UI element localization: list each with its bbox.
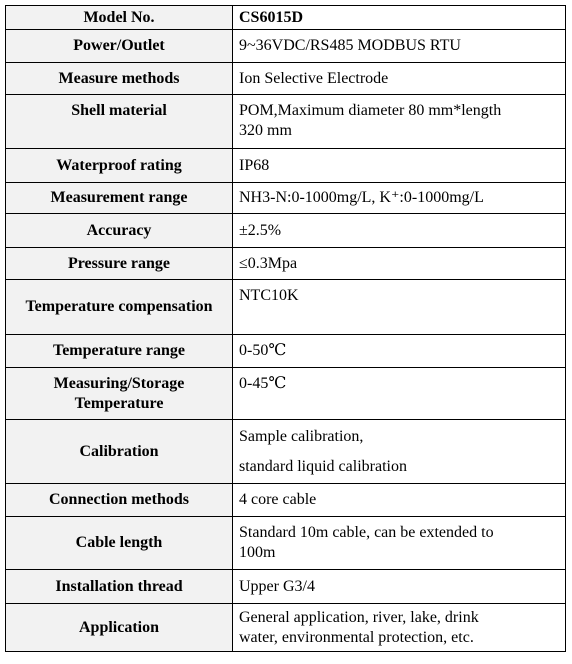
spec-value-line: 320 mm bbox=[239, 122, 292, 139]
table-row bbox=[6, 95, 566, 149]
spec-value-application bbox=[233, 604, 566, 652]
table-row bbox=[6, 604, 566, 652]
table-row bbox=[6, 214, 566, 248]
table-row bbox=[6, 420, 566, 484]
spec-label-temperature-range: Temperature range bbox=[6, 335, 233, 368]
spec-value-power: 9~36VDC/RS485 MODBUS RTU bbox=[233, 30, 566, 63]
table-row bbox=[6, 517, 566, 570]
spec-value-line: General application, river, lake, drink bbox=[239, 608, 479, 626]
spec-label-measurement-range: Measurement range bbox=[6, 183, 233, 214]
spec-value-measure-methods: Ion Selective Electrode bbox=[233, 63, 566, 95]
spec-value-temperature-range: 0-50℃ bbox=[233, 335, 566, 368]
spec-value-measuring-storage: 0-45℃ bbox=[233, 368, 566, 420]
spec-label-temperature-compensation bbox=[6, 280, 233, 335]
spec-value-line: standard liquid calibration bbox=[239, 457, 407, 475]
specifications-table bbox=[5, 5, 566, 652]
spec-value-shell-material bbox=[233, 95, 566, 149]
spec-label-application: Application bbox=[6, 604, 233, 652]
spec-label-installation-thread: Installation thread bbox=[6, 570, 233, 604]
spec-value-measurement-range: NH3-N:0-1000mg/L, K⁺:0-1000mg/L bbox=[233, 183, 566, 214]
table-row bbox=[6, 484, 566, 517]
table-row bbox=[6, 63, 566, 95]
spec-label-pressure-range: Pressure range bbox=[6, 248, 233, 280]
spec-label-line: Temperature bbox=[25, 298, 115, 315]
spec-value-cable-length bbox=[233, 517, 566, 570]
table-row bbox=[6, 6, 566, 30]
spec-value-line: 100m bbox=[239, 544, 276, 561]
spec-label-shell-material: Shell material bbox=[6, 95, 233, 149]
table-row bbox=[6, 149, 566, 183]
spec-value-installation-thread: Upper G3/4 bbox=[233, 570, 566, 604]
spec-value-line: Standard 10m cable, can be extended to bbox=[239, 524, 494, 541]
table-row bbox=[6, 335, 566, 368]
spec-value-pressure-range: ≤0.3Mpa bbox=[233, 248, 566, 280]
table-row bbox=[6, 570, 566, 604]
spec-value-model: CS6015D bbox=[233, 6, 566, 30]
spec-label-measuring-storage bbox=[6, 368, 233, 420]
spec-value-line: water, environmental protection, etc. bbox=[239, 628, 474, 646]
spec-label-line: Temperature bbox=[74, 394, 164, 412]
spec-label-power: Power/Outlet bbox=[6, 30, 233, 63]
spec-label-cable-length: Cable length bbox=[6, 517, 233, 570]
spec-value-temperature-compensation: NTC10K bbox=[233, 280, 566, 335]
table-row bbox=[6, 368, 566, 420]
spec-label-line: compensation bbox=[118, 298, 213, 315]
spec-label-accuracy: Accuracy bbox=[6, 214, 233, 248]
spec-value-calibration bbox=[233, 420, 566, 484]
spec-value-line: Sample calibration, bbox=[239, 427, 364, 445]
spec-label-line: Measuring/Storage bbox=[53, 374, 185, 392]
table-row bbox=[6, 183, 566, 214]
table-row bbox=[6, 30, 566, 63]
spec-label-waterproof: Waterproof rating bbox=[6, 149, 233, 183]
spec-value-connection-methods: 4 core cable bbox=[233, 484, 566, 517]
spec-value-accuracy: ±2.5% bbox=[233, 214, 566, 248]
spec-label-model: Model No. bbox=[6, 6, 233, 30]
spec-label-calibration: Calibration bbox=[6, 420, 233, 484]
spec-label-connection-methods: Connection methods bbox=[6, 484, 233, 517]
spec-value-line: POM,Maximum diameter 80 mm*length bbox=[239, 102, 502, 119]
spec-value-waterproof: IP68 bbox=[233, 149, 566, 183]
table-row bbox=[6, 248, 566, 280]
table-row bbox=[6, 280, 566, 335]
spec-label-measure-methods: Measure methods bbox=[6, 63, 233, 95]
